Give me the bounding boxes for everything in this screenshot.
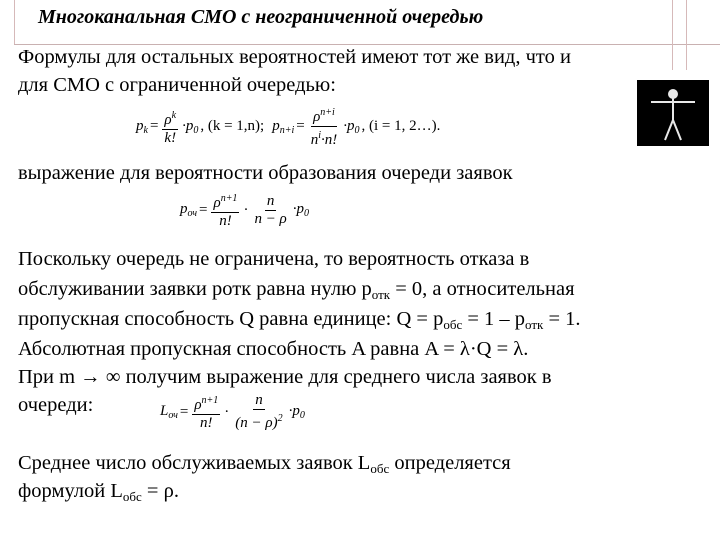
page-title: Многоканальная СМО с неограниченной очередью (38, 6, 484, 28)
figure-icon (637, 80, 709, 146)
frame-line-right-1 (672, 0, 673, 70)
formula-probabilities: $p_k$ = $\frac{\rho^k}{k!}$ $\cdot p_0$ , (k = 1,n); $p_{n+i}$ = $\frac{\rho^{n+i}}{n^i\cdot n!}$ $\cdot p_0$ , (i = 1, 2…). (136, 104, 440, 149)
text-line: формулой $L_{обс} = \rho$. (18, 480, 179, 504)
text-line: Формулы для остальных вероятностей имеют тот же вид, что и (18, 46, 571, 68)
text-line: обслуживании заявки pотк равна нулю $p_{отк} = 0$, а относительная (18, 278, 575, 302)
text-line: Поскольку очередь не ограничена, то вероятность отказа в (18, 248, 530, 270)
formula-queue-probability: $p_{оч}$ = $\frac{\rho^{n+1}}{n!}$ · $\frac{n}{n - \rho}$ $\cdot p_0$ (180, 190, 309, 230)
text-line: для СМО с ограниченной очередью: (18, 74, 336, 96)
frame-line-left (14, 0, 15, 44)
formula-queue-length: $L_{оч}$ = $\frac{\rho^{n+1}}{n!}$ · $\frac{n}{(n - \rho)^2}$ $\cdot p_0$ (160, 392, 305, 431)
text-line: выражение для вероятности образования очереди заявок (18, 162, 513, 184)
text-line: При m → ∞ получим выражение для среднего числа заявок в (18, 366, 552, 388)
text-line: Среднее число обслуживаемых заявок $L_{обс}$ определяется (18, 452, 511, 476)
frame-line-right-2 (686, 0, 687, 70)
text-line: очереди: (18, 394, 94, 416)
figure-icon-svg (637, 80, 709, 146)
text-line: Абсолютная пропускная способность A равна A = λ·Q = λ. (18, 338, 529, 360)
text-line: пропускная способность Q равна единице: $Q = p_{обс} = 1 - p_{отк} = 1$. (18, 308, 581, 332)
